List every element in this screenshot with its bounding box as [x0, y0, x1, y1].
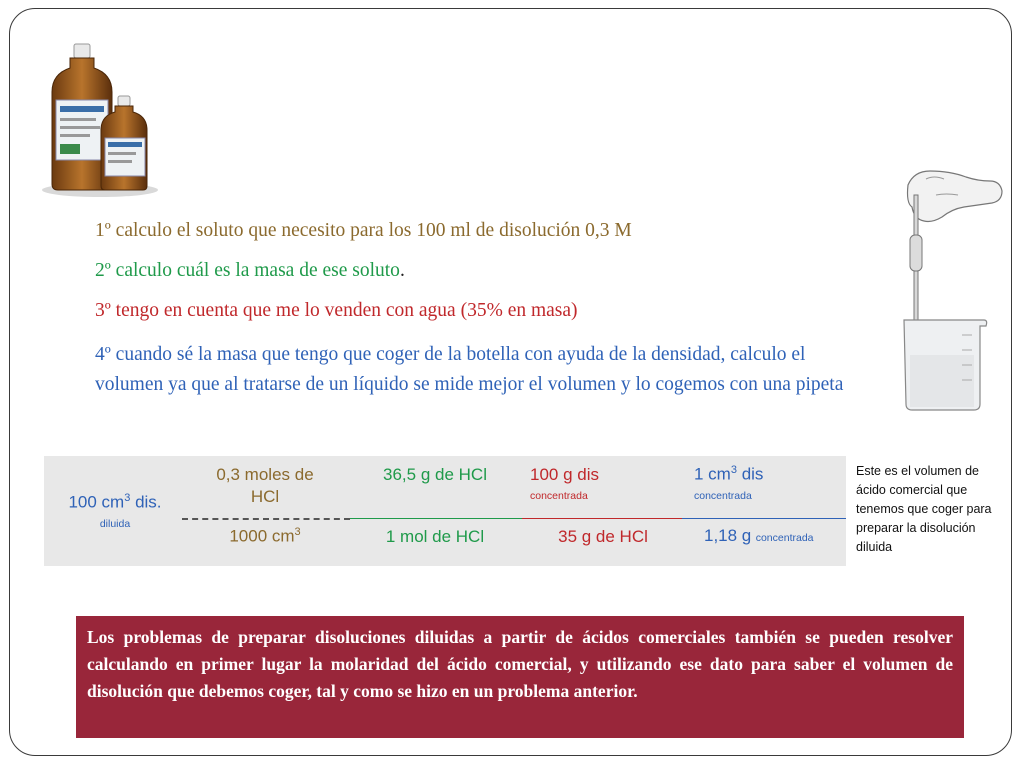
- factor4-fraction-line: [682, 518, 846, 519]
- factor1-numerator: 0,3 moles de HCl: [216, 465, 314, 506]
- factor2-numerator: 36,5 g de HCl: [383, 465, 487, 484]
- step-2: [95, 260, 405, 282]
- step-3: 3º tengo en cuenta que me lo venden con agua (35% en masa): [95, 300, 578, 321]
- factor3-denominator: 35 g de HCl: [558, 527, 648, 546]
- step-1: 1º calculo el soluto que necesito para los 100 ml de disolución 0,3 M: [95, 220, 632, 241]
- summary-box: Los problemas de preparar disoluciones diluidas a partir de ácidos comerciales también se pueden resolver calculando en primer lugar la molaridad del ácido comercial, y utilizando ese dato para saber el volumen de disolución que debemos coger, tal y como se hizo en un problema anterior.: [76, 616, 964, 738]
- factor4-denominator: 1,18 g concentrada: [704, 526, 814, 545]
- factor2-denominator: 1 mol de HCl: [385, 527, 485, 546]
- conversion-calculation: [44, 456, 846, 566]
- factor1-fraction-line: [182, 518, 350, 520]
- step-2-text: 2º calculo cuál es la masa de ese soluto: [95, 260, 400, 281]
- start-quantity: 100 $cm^3$ dis.: [68, 492, 162, 512]
- factor4-numerator: 1 $cm^3$ dis: [694, 464, 764, 484]
- reagent-bottles-illustration: [30, 40, 160, 200]
- start-quantity-label: diluida: [99, 518, 131, 530]
- step-2-period: .: [399, 260, 405, 281]
- factor3-fraction-line: [522, 518, 682, 519]
- factor3-numerator: 100 g dis: [530, 465, 599, 484]
- step-4: 4º cuando sé la masa que tengo que coger de la botella con ayuda de la densidad, calculo el volumen ya que al tratarse de un líquido se mide mejor el volumen y lo cogemos con una pipeta: [95, 344, 844, 395]
- hand-icon: [908, 171, 1003, 222]
- factor2-fraction-line: [350, 518, 522, 519]
- large-bottle-cap: [74, 44, 90, 58]
- factor3-numerator-label: concentrada: [530, 490, 588, 502]
- factor1-denominator: 1000 $cm^3$: [229, 526, 301, 546]
- result-note: Este es el volumen de ácido comercial que tenemos que coger para preparar la disolución diluida: [856, 464, 992, 554]
- pipette-beaker-illustration: [898, 165, 1008, 415]
- factor4-numerator-label: concentrada: [694, 490, 752, 502]
- small-bottle-cap: [118, 96, 130, 106]
